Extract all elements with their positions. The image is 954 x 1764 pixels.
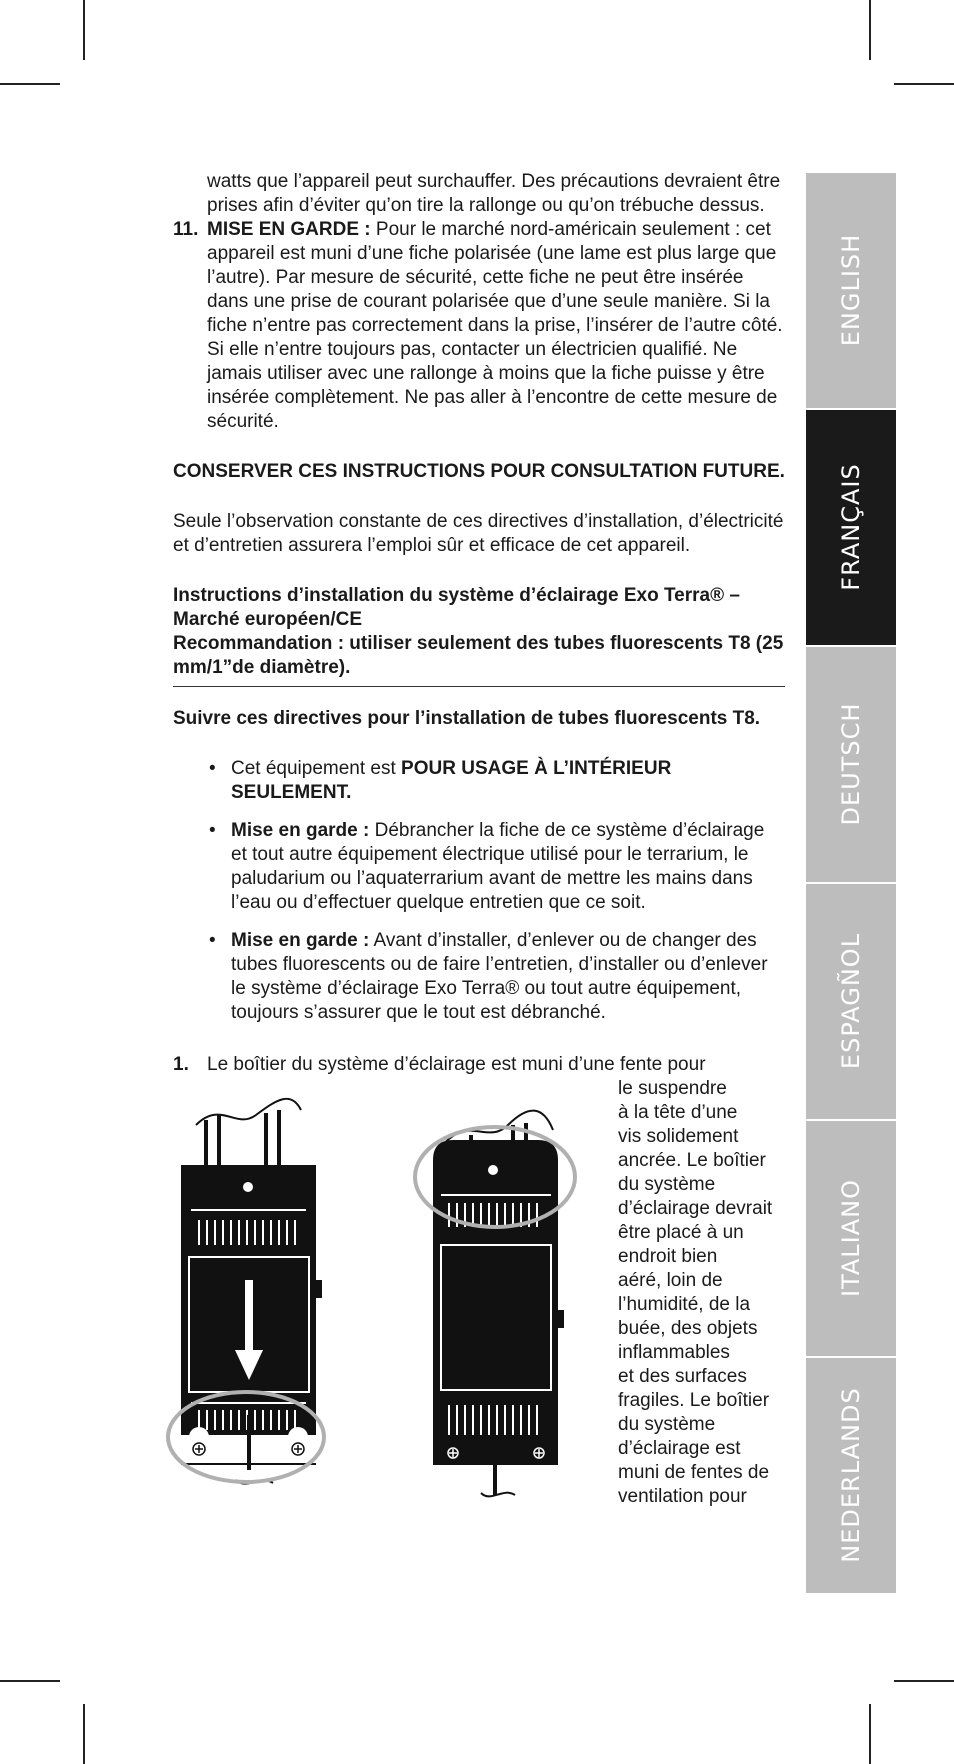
tab-label: FRANÇAIS	[837, 463, 865, 591]
crop-mark	[0, 83, 60, 85]
bullet-text: Avant d’installer, d’enlever ou de changer des tubes fluorescents ou de faire l’entretien, d’installer ou d’enlever le système d’éclairage Exo Terra® ou tout autre équipement, toujours s’assurer que le tout est débranché.	[231, 930, 768, 1023]
ballast-front-illustration	[161, 1085, 336, 1505]
tab-english[interactable]	[806, 173, 896, 410]
step-text-line: être placé à un	[618, 1222, 744, 1243]
bullet-text: Débrancher la fiche de ce système d’éclairage et tout autre équipement électrique utilisé pour le terrarium, le paludarium ou l’aquaterrarium avant de mettre les mains dans l’eau ou d’effectuer quelque entretien que ce soit.	[231, 820, 765, 913]
step-text-line: buée, des objets	[618, 1318, 758, 1339]
step-text-line: endroit bien	[618, 1246, 718, 1267]
step-text-line: du système	[618, 1414, 716, 1435]
crop-mark	[869, 0, 871, 60]
tab-deutsch[interactable]	[806, 647, 896, 884]
step-text-line: ancrée. Le boîtier	[618, 1150, 766, 1171]
step-1	[173, 1053, 785, 1077]
step-text-line: fragiles. Le boîtier	[618, 1390, 770, 1411]
step-first-line: Le boîtier du système d’éclairage est muni d’une fente pour	[207, 1054, 706, 1075]
tab-nederlands[interactable]	[806, 1358, 896, 1595]
step-text-line: du système	[618, 1174, 716, 1195]
tab-italiano[interactable]	[806, 1121, 896, 1358]
bullet-list	[173, 757, 785, 1025]
safety-paragraph: Seule l’observation constante de ces directives d’installation, d’électricité et d’entretien assurera l’emploi sûr et efficace de cet appareil.	[173, 511, 784, 556]
step-1-figure-row	[173, 1077, 785, 1507]
tab-francais[interactable]	[806, 410, 896, 647]
step-text-line: l’humidité, de la	[618, 1294, 751, 1315]
step-text-line: d’éclairage est	[618, 1438, 741, 1459]
step-text-line: aéré, loin de	[618, 1270, 723, 1291]
continuation-text: watts que l’appareil peut surchauffer. Des précautions devraient être prises afin d’éviter qu’on tire la rallonge ou qu’on trébuche dessus.	[207, 171, 781, 216]
tab-label: ENGLISH	[837, 233, 865, 347]
bullet-bold: Mise en garde :	[231, 820, 370, 841]
tab-label: ESPAGÑOL	[837, 932, 865, 1070]
tab-label: NEDERLANDS	[837, 1387, 865, 1563]
item-11	[173, 218, 785, 434]
step-text-line: muni de fentes de	[618, 1462, 770, 1483]
list-item: • Mise en garde : Débrancher la fiche de ce système d’éclairage et tout autre équipement électrique utilisé pour le terrarium, le paludarium ou l’aquaterrarium avant de mettre les mains dans l’eau ou d’effectuer quelque entretien que ce soit.	[209, 820, 765, 913]
ballast-side-illustration	[403, 1085, 578, 1505]
item-text	[207, 218, 785, 434]
language-tabs	[806, 173, 896, 1595]
crop-mark	[83, 0, 85, 60]
step-number: 1.	[173, 1054, 189, 1075]
step-text-line: à la tête d’une	[618, 1102, 738, 1123]
crop-mark	[83, 1704, 85, 1764]
bullet-prefix: Cet équipement est	[231, 758, 402, 779]
crop-mark	[0, 1680, 60, 1682]
document-body	[173, 170, 785, 1507]
crop-mark	[869, 1704, 871, 1764]
item-body: Pour le marché nord-américain seulement : cet appareil est muni d’une fiche polarisée (une lame est plus large que l’autre). Par mesure de sécurité, cette fiche ne peut être insérée dans une prise de courant polarisée que d’une seule manière. Si la fiche n’entre pas correctement dans la prise, l’insérer de l’autre côté. Si elle n’entre toujours pas, contacter un électricien qualifié. Ne jamais utiliser avec une rallonge à moins que la fiche puisse y être insérée complètement. Ne pas aller à l’encontre de cette mesure de sécurité.	[207, 219, 783, 432]
item-lead: MISE EN GARDE :	[207, 219, 371, 240]
bullet-bold: Mise en garde :	[231, 930, 370, 951]
step-text-line: ventilation pour	[618, 1486, 747, 1507]
step-text-line: vis solidement	[618, 1126, 739, 1147]
bullet-bold: POUR USAGE À L’INTÉRIEUR SEULEMENT.	[231, 758, 672, 803]
save-instructions: CONSERVER CES INSTRUCTIONS POUR CONSULTATION FUTURE.	[173, 461, 785, 482]
crop-mark	[894, 1680, 954, 1682]
tab-label: ITALIANO	[837, 1178, 865, 1298]
tab-espagnol[interactable]	[806, 884, 896, 1121]
recommendation-heading: Recommandation : utiliser seulement des tubes fluorescents T8 (25 mm/1”de diamètre).	[173, 633, 784, 678]
list-item: • Cet équipement est POUR USAGE À L’INTÉRIEUR SEULEMENT.	[209, 758, 672, 803]
step-1-side-text	[618, 1077, 793, 1509]
tab-label: DEUTSCH	[837, 702, 865, 826]
step-text-line: d’éclairage devrait	[618, 1198, 773, 1219]
step-text-line: et des surfaces	[618, 1366, 747, 1387]
list-item: • Mise en garde : Avant d’installer, d’enlever ou de changer des tubes fluorescents ou de faire l’entretien, d’installer ou d’enlever le système d’éclairage Exo Terra® ou tout autre équipement, toujours s’assurer que le tout est débranché.	[209, 930, 768, 1023]
step-text-line: inflammables	[618, 1342, 730, 1363]
subheading: Suivre ces directives pour l’installation de tubes fluorescents T8.	[173, 708, 761, 729]
step-text-line: le suspendre	[618, 1078, 727, 1099]
crop-mark	[894, 83, 954, 85]
item-number: 11.	[173, 219, 199, 240]
section-heading: Instructions d’installation du système d’éclairage Exo Terra® – Marché européen/CE	[173, 585, 740, 630]
